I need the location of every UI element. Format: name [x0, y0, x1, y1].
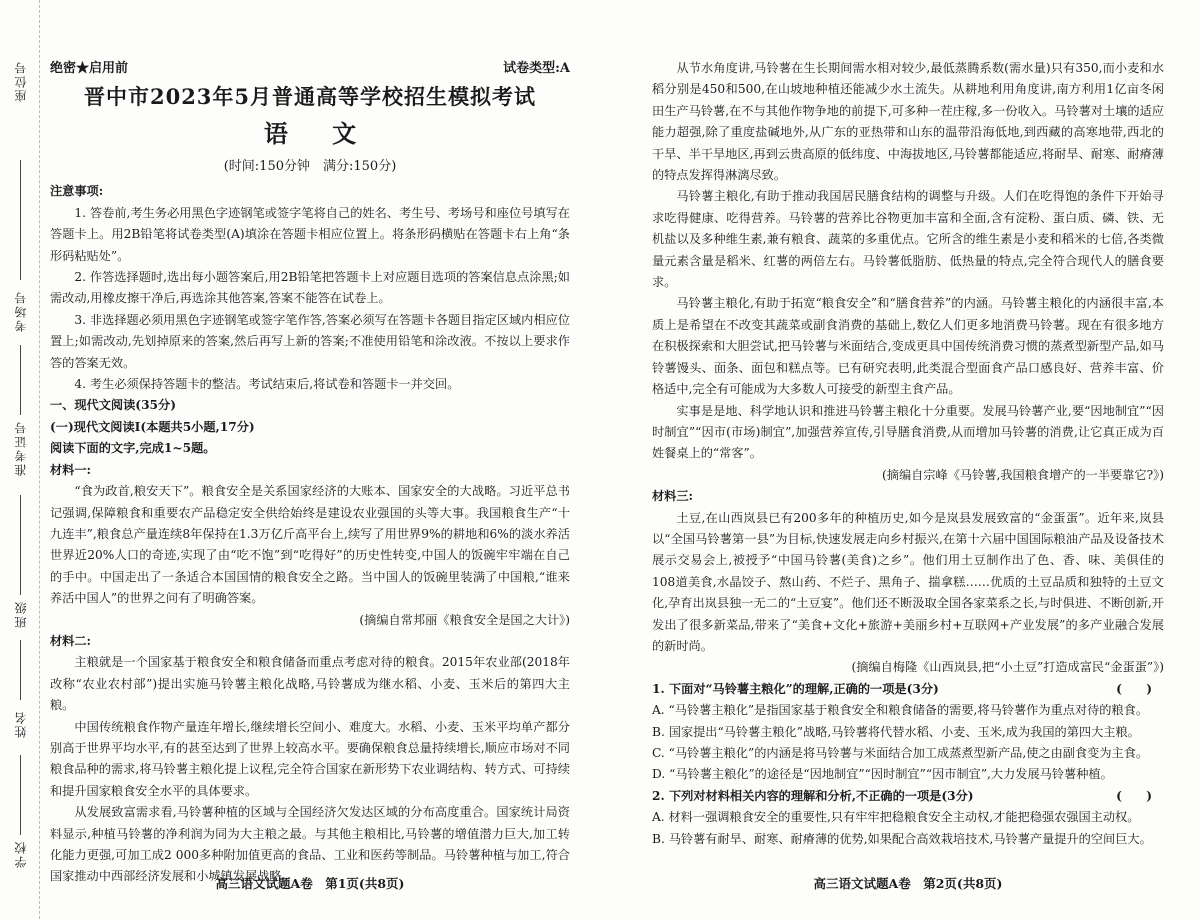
margin-label-school: 学校	[13, 840, 28, 868]
time-info: (时间:150分钟 满分:150分)	[223, 159, 397, 175]
material-2-paragraph: 从节水角度讲,马铃薯在生长期间需水相对较少,最低蒸腾系数(需水量)只有350,而小麦和水稻分别是450和500,在山坡地种植还能减少水土流失。从耕地利用角度讲,南方利用1亿亩冬闲田生产马铃薯,在不与其他作物争地的前提下,可多种一茬庄稼,多一份收入。马铃薯对土壤的适应能力超强,除了重度盐碱地外,从广东的亚热带和山东的温带沿海低地,到西藏的高寒地带,西北的干旱、半干旱地区,再到云贵高原的低纬度、中海拔地区,马铃薯都能适应,将耐旱、耐寒、耐瘠薄的特点发挥得淋漓尽致。	[652, 61, 1164, 183]
margin-label-seat: 座位号	[13, 60, 28, 102]
question-1-text: 1. 下面对“马铃薯主粮化”的理解,正确的一项是(3分)	[652, 681, 939, 696]
material-2-paragraph: 从发展致富需求看,马铃薯种植的区域与全国经济欠发达区域的分布高度重合。国家统计局资料显示,种植马铃薯的净利润为同为大主粮之最。与其他主粮相比,马铃薯的增值潜力巨大,加工转化能力更强,可加工成2 000多种附加值更高的食品、工业和医药等制品。马铃薯种植与加工,符合国家推动中西部经济发展和小城镇发展战略。	[50, 805, 570, 884]
material-1-source: (摘编自常邦丽《粮食安全是国之大计》)	[359, 612, 570, 627]
note-item: 1. 答卷前,考生务必用黑色字迹钢笔或签字笔将自己的姓名、考生号、考场号和座位号填写在答题卡上。用2B铅笔将试卷类型(A)填涂在答题卡相应位置上。将条形码横贴在答题卡右上角“条形码粘贴处”。	[50, 205, 570, 263]
section-heading: 一、现代文阅读(35分)	[50, 398, 176, 413]
material-2-paragraph: 实事是是地、科学地认识和推进马铃薯主粮化十分重要。发展马铃薯产业,要“因地制宜”“因时制宜”“因市(市场)制宜”,加强营养宣传,引导膳食消费,从而增加马铃薯的消费,让它真正成为百姓餐桌上的“常客”。	[652, 403, 1164, 461]
material-2-source: (摘编自宗峰《马铃薯,我国粮食增产的一半要靠它?》)	[882, 467, 1164, 482]
note-item: 2. 作答选择题时,选出每小题答案后,用2B铅笔把答题卡上对应题目选项的答案信息点涂黑;如需改动,用橡皮擦干净后,再选涂其他答案,答案不能答在试卷上。	[50, 270, 570, 306]
page-2-footer: 高三语文试题A卷 第2页(共8页)	[813, 876, 1003, 891]
note-item: 4. 考生必须保持答题卡的整洁。考试结束后,将试卷和答题卡一并交回。	[74, 377, 460, 392]
option-b: B. 国家提出“马铃薯主粮化”战略,马铃薯将代替水稻、小麦、玉米,成为我国的第四大主粮。	[652, 724, 1140, 739]
material-2-paragraph: 马铃薯主粮化,有助于拓宽“粮食安全”和“膳食营养”的内涵。马铃薯主粮化的内涵很丰富,本质上是希望在不改变其蔬菜或副食消费的基础上,数亿人们更多地消费马铃薯。现在有很多地方在积极探索和大胆尝试,把马铃薯与米面结合,变成更具中国传统消费习惯的蒸煮型新型产品,如马铃薯馒头、面条、面包和糕点等。已有研究表明,此类混合型面食产品口感良好、营养丰富、价格适中,完全有可能成为大多数人可接受的新型主食产品。	[652, 296, 1164, 397]
question-2-stem	[652, 786, 1164, 807]
material-3-label: 材料三:	[652, 489, 694, 504]
material-3-text: 土豆,在山西岚县已有200多年的种植历史,如今是岚县发展致富的“金蛋蛋”。近年来,岚县以“全国马铃薯第一县”为目标,快速发展走向乡村振兴,在第十六届中国国际粮油产品及设备技术展示交易会上,被授予“中国马铃薯(美食)之乡”。他们用土豆制作出了色、香、味、美俱佳的108道美食,水晶饺子、熬山药、不烂子、黑角子、揣拿糕……优质的土豆品质和独特的土豆文化,孕育出岚县独一无二的“土豆宴”。他们还不断汲取全国各家菜系之长,与时俱进、不断创新,开发出了很多新菜品,带来了“美食+文化+旅游+美丽乡村+互联网+产业发展”的多产业融合发展的新时尚。	[652, 510, 1164, 653]
margin-field-school	[6, 840, 34, 868]
header-row	[50, 58, 570, 79]
material-3-source: (摘编自梅隆《山西岚县,把“小土豆”打造成富民“金蛋蛋”》)	[851, 660, 1164, 675]
answer-paren: ( )	[1116, 788, 1152, 803]
material-2-paragraph: 主粮就是一个国家基于粮食安全和粮食储备而重点考虑对待的粮食。2015年农业部(2018年改称“农业农村部”)提出实施马铃薯主粮化战略,马铃薯成为继水稻、小麦、玉米后的第四大主粮。	[50, 655, 570, 713]
page-1-footer: 高三语文试题A卷 第1页(共8页)	[215, 876, 405, 891]
margin-field-room	[6, 290, 34, 332]
page-2	[652, 58, 1164, 908]
option-c: C. “马铃薯主粮化”的内涵是将马铃薯与米面结合加工成蒸煮型新产品,使之由副食变为主食。	[652, 746, 1149, 760]
option-d: D. “马铃薯主粮化”的途径是“因地制宜”“因时制宜”“因市制宜”,大力发展马铃薯种植。	[652, 767, 1113, 782]
secret-mark: 绝密★启用前	[50, 61, 129, 76]
margin-line-2	[6, 345, 34, 415]
margin-label-ticket: 准考证号	[13, 420, 28, 476]
exam-title: 晋中市2023年5月普通高等学校招生模拟考试	[83, 84, 537, 110]
material-2-label: 材料二:	[50, 633, 92, 648]
page-1	[50, 58, 570, 908]
material-2-paragraph: 马铃薯主粮化,有助于推动我国居民膳食结构的调整与升级。人们在吃得饱的条件下开始寻求吃得健康、吃得营养。马铃薯的营养比谷物更加丰富和全面,含有淀粉、蛋白质、磷、铁、无机盐以及多种维生素,兼有粮食、蔬菜的多重优点。它所含的维生素是小麦和稻米的七倍,各类微量元素含量是稻米、红薯的两倍左右。马铃薯低脂肪、低热量的特点,完全符合现代人的膳食要求。	[652, 189, 1164, 290]
paper-type: 试卷类型:A	[503, 61, 570, 76]
note-item: 3. 非选择题必须用黑色字迹钢笔或签字笔作答,答案必须写在答题卡各题目指定区域内相应位置上;如需改动,先划掉原来的答案,然后再写上新的答案;不准使用铅笔和涂改液。不按以上要求作答的答案无效。	[50, 312, 570, 370]
margin-label-class: 班级	[13, 600, 28, 628]
margin-line-5	[6, 755, 34, 835]
subsection-heading: (一)现代文阅读Ⅰ(本题共5小题,17分)	[50, 419, 255, 434]
option-a: A. “马铃薯主粮化”是指国家基于粮食安全和粮食储备的需要,将马铃薯作为重点对待的粮食。	[652, 703, 1149, 718]
answer-paren: ( )	[1116, 681, 1152, 696]
question-2-text: 2. 下列对材料相关内容的理解和分析,不正确的一项是(3分)	[652, 788, 974, 803]
margin-field-seat	[6, 60, 34, 102]
margin-field-class	[6, 600, 34, 628]
option-a: A. 材料一强调粮食安全的重要性,只有牢牢把稳粮食安全主动权,才能把稳强农强国主动权。	[652, 810, 1140, 825]
margin-field-name	[6, 710, 34, 738]
material-1-label: 材料一:	[50, 462, 92, 477]
margin-line-4	[6, 640, 34, 700]
reading-instruction: 阅读下面的文字,完成1~5题。	[50, 441, 216, 456]
margin-line-1	[6, 160, 34, 280]
question-1-stem	[652, 679, 1164, 700]
margin-line-3	[6, 495, 34, 595]
subject-title: 语 文	[263, 119, 375, 149]
notes-heading: 注意事项:	[50, 184, 104, 199]
margin-label-room: 考场号	[13, 290, 28, 332]
binding-margin	[0, 0, 40, 919]
margin-field-ticket	[6, 420, 34, 476]
option-b: B. 马铃薯有耐旱、耐寒、耐瘠薄的优势,如果配合高效栽培技术,马铃薯产量提升的空间巨大。	[652, 831, 1152, 846]
material-2-paragraph: 中国传统粮食作物产量连年增长,继续增长空间小、难度大。水稻、小麦、玉米平均单产都分别高于世界平均水平,有的甚至达到了世界上较高水平。要确保粮食总量持续增长,顺应市场对不同粮食品种的需求,将马铃薯主粮化提上议程,完全符合国家在新形势下农业调结构、转方式、可持续和提升国家粮食安全水平的具体要求。	[50, 719, 570, 798]
material-1-text: “食为政首,粮安天下”。粮食安全是关系国家经济的大账本、国家安全的大战略。习近平总书记强调,保障粮食和重要农产品稳定安全供给始终是建设农业强国的头等大事。我国粮食生产“十九连丰”,粮食总产量连续8年保持在1.3万亿斤高平台上,续写了用世界9%的耕地和6%的淡水养活世界近20%人口的奇迹,实现了由“吃不饱”到“吃得好”的历史性转变,中国人的饭碗牢牢端在自己的手中。中国走出了一条适合本国国情的粮食安全之路。当中国人的饭碗里装满了中国粮,“谁来养活中国人”的世界之问有了明确答案。	[50, 484, 570, 606]
margin-label-name: 姓名	[13, 710, 28, 738]
